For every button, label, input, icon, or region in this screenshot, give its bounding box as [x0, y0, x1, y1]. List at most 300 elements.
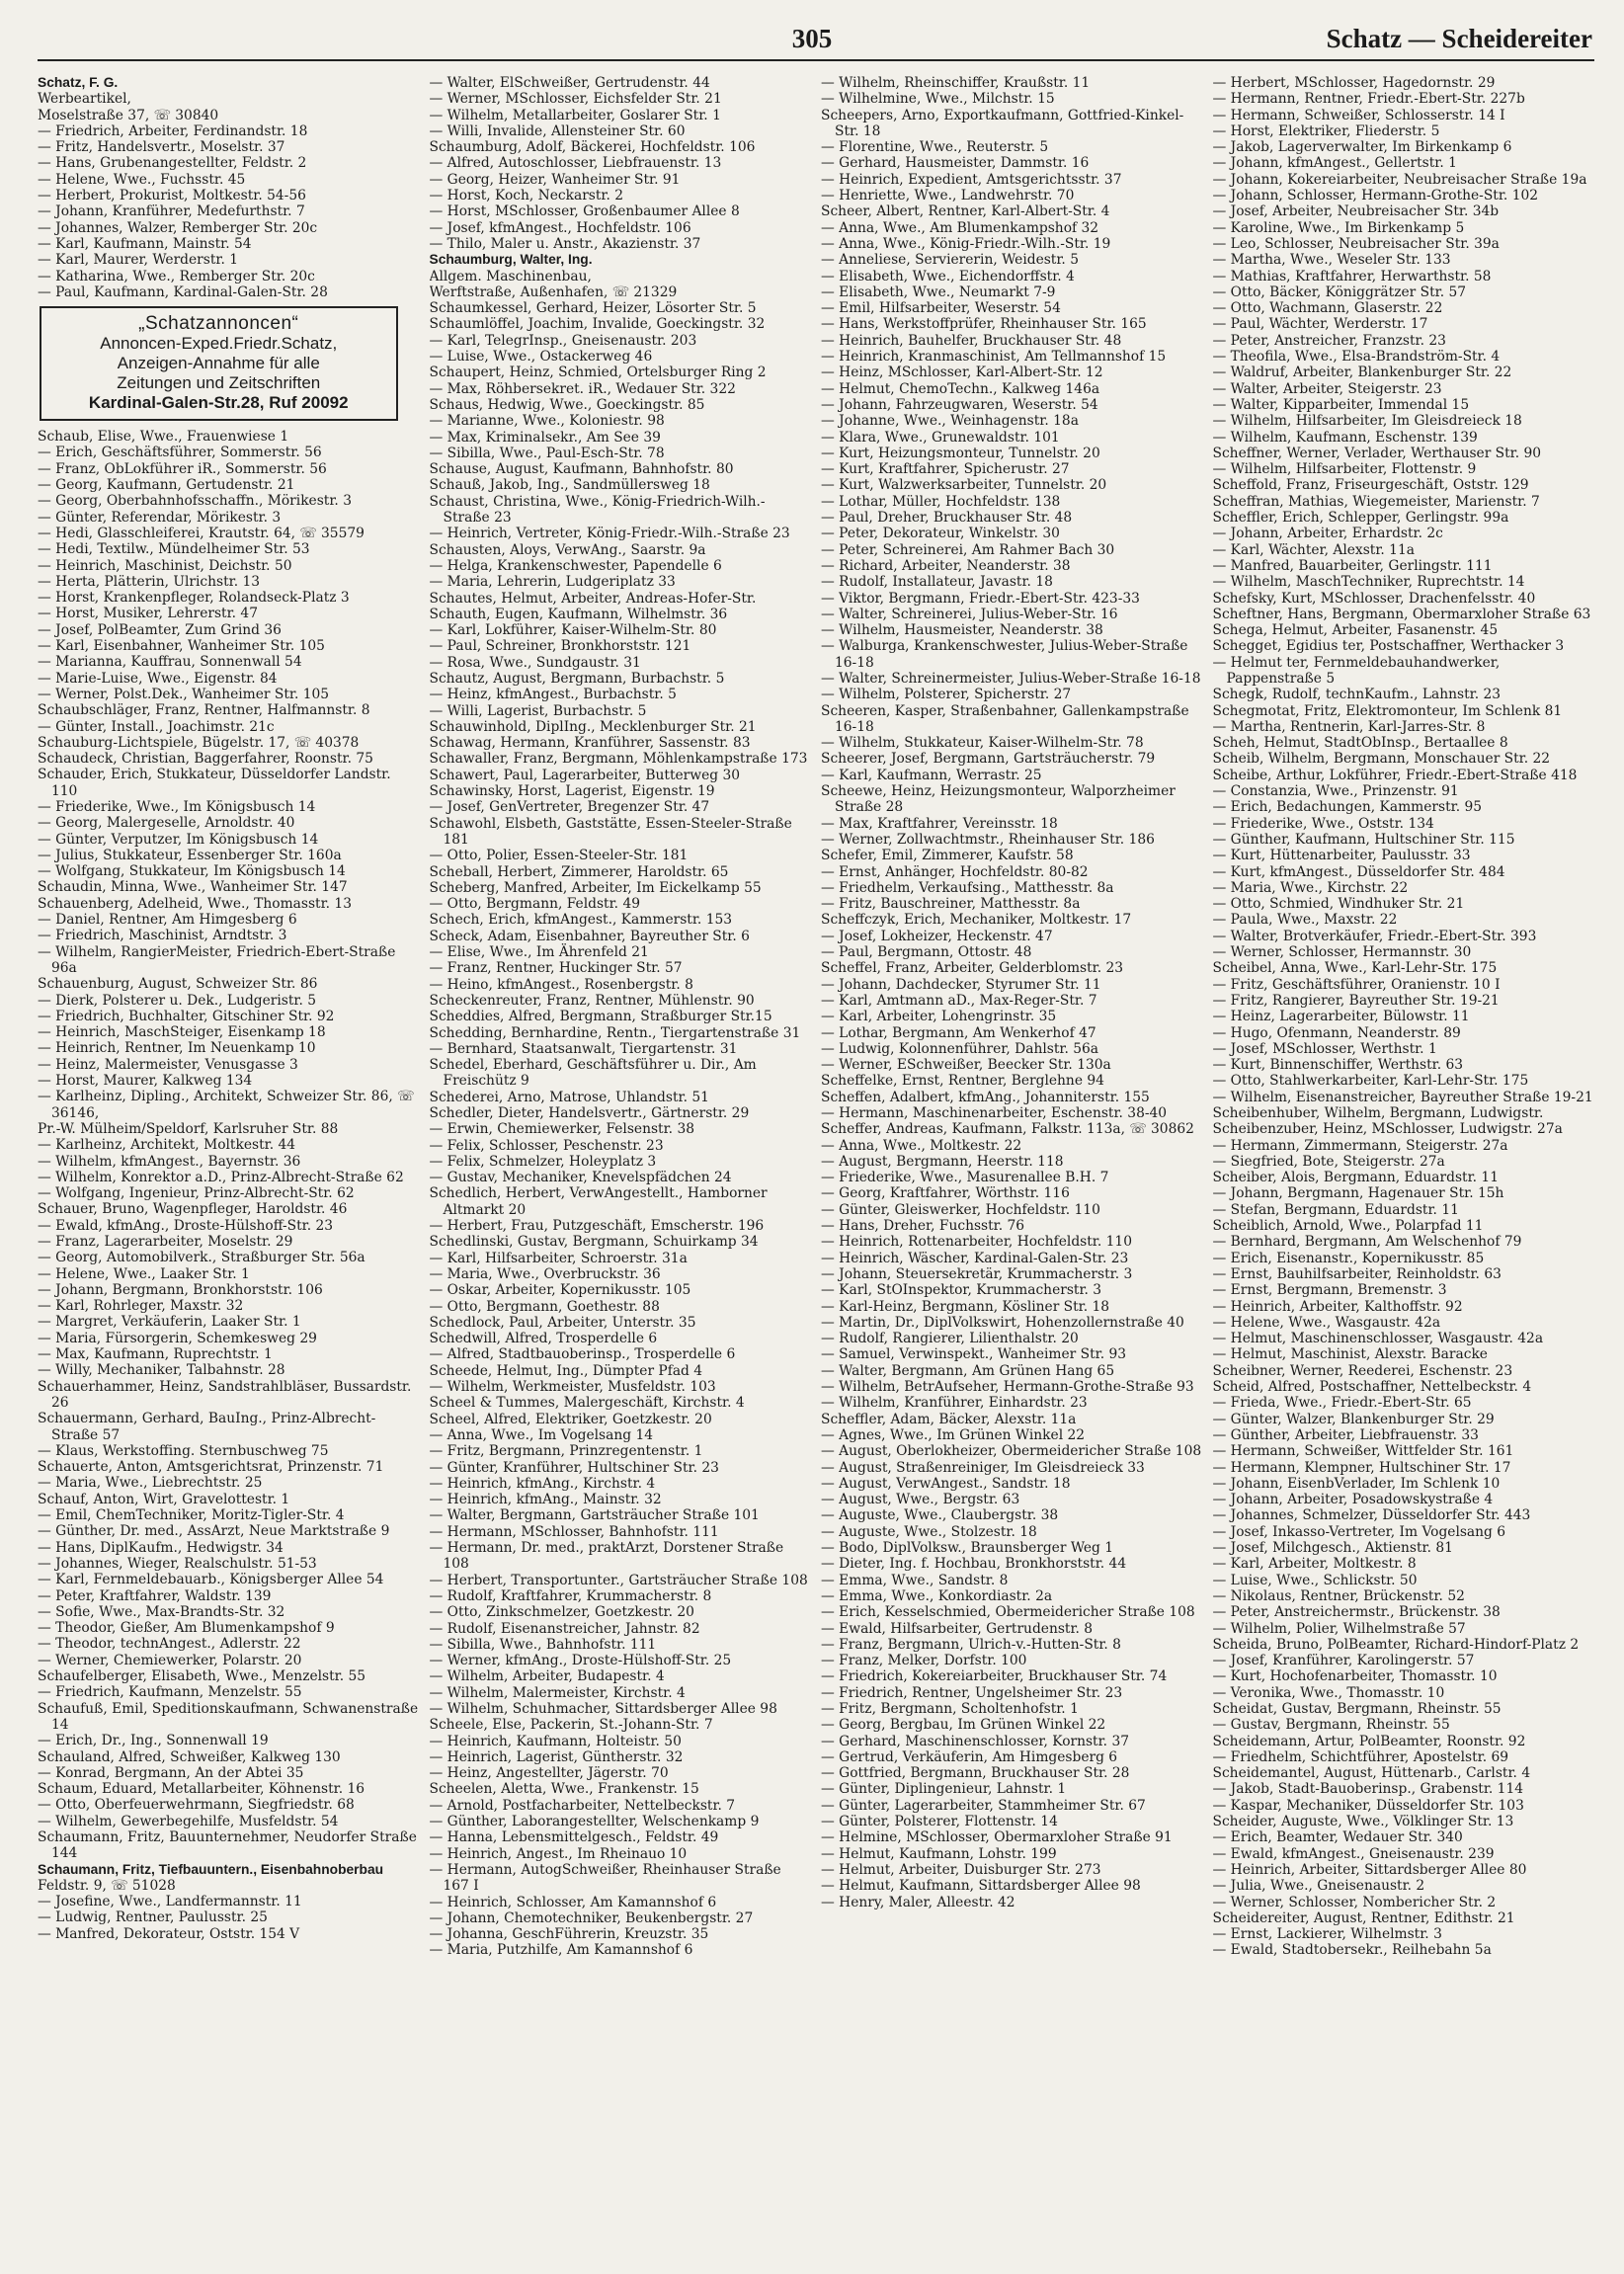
directory-entry: Scheewe, Heinz, Heizungsmonteur, Walporzheimer Straße 28 — [821, 783, 1176, 816]
directory-entry: Schaudeck, Christian, Baggerfahrer, Roonstr. 75 — [38, 751, 373, 768]
directory-entry: — Josef, kfmAngest., Hochfeldstr. 106 — [429, 219, 691, 236]
directory-entry: Schedlich, Herbert, VerwAngestellt., Hamborner Altmarkt 20 — [429, 1185, 768, 1218]
directory-entry: — Günter, Verputzer, Im Königsbusch 14 — [38, 831, 319, 848]
directory-entry: — Bodo, DiplVolksw., Braunsberger Weg 1 — [821, 1540, 1114, 1557]
directory-entry: — Fritz, Bergmann, Prinzregentenstr. 1 — [429, 1443, 703, 1460]
directory-entry: — Friedhelm, Schichtführer, Apostelstr. 69 — [1212, 1748, 1509, 1765]
directory-entry: — Karl, Wächter, Alexstr. 11a — [1212, 541, 1415, 558]
directory-entry: — Katharina, Wwe., Remberger Str. 20c — [38, 268, 315, 284]
directory-entry: — Oskar, Arbeiter, Kopernikusstr. 105 — [429, 1282, 691, 1299]
directory-entry: — Hans, DiplKaufm., Hedwigstr. 34 — [38, 1539, 284, 1556]
directory-entry: — Heinrich, MaschSteiger, Eisenkamp 18 — [38, 1024, 326, 1041]
directory-entry: — Friedrich, Rentner, Ungelsheimer Str. 23 — [821, 1684, 1123, 1701]
directory-entry: — Kaspar, Mechaniker, Düsseldorfer Str. 103 — [1212, 1797, 1524, 1814]
directory-entry: — Werner, Schlosser, Nombericher Str. 2 — [1212, 1894, 1497, 1910]
directory-entry: — Gottfried, Bergmann, Bruckhauser Str. 28 — [821, 1765, 1130, 1782]
directory-entry: Schauburg-Lichtspiele, Bügelstr. 17, ☏ 40378 — [38, 734, 360, 751]
directory-entry: — Johann, Steuersekretär, Krummacherstr. 3 — [821, 1265, 1133, 1282]
directory-entry: — Elise, Wwe., Im Ährenfeld 21 — [429, 944, 649, 961]
directory-entry: — Ewald, kfmAng., Droste-Hülshoff-Str. 23 — [38, 1217, 334, 1234]
directory-entry: Schega, Helmut, Arbeiter, Fasanenstr. 45 — [1212, 622, 1499, 639]
directory-entry: Scheidat, Gustav, Bergmann, Rheinstr. 55 — [1212, 1700, 1502, 1717]
directory-entry: — Peter, Anstreichermstr., Brückenstr. 38 — [1212, 1604, 1501, 1621]
directory-entry: Schedwill, Alfred, Trosperdelle 6 — [429, 1331, 658, 1347]
directory-entry: — Johann, Arbeiter, Erhardstr. 2c — [1212, 526, 1443, 542]
directory-entry: — Helmut, Kaufmann, Lohstr. 199 — [821, 1845, 1057, 1862]
column-4 — [1213, 75, 1595, 2260]
directory-entry: Schedler, Dieter, Handelsvertr., Gärtnerstr. 29 — [429, 1105, 750, 1121]
directory-entry: — Helmut, Kaufmann, Sittardsberger Allee 98 — [821, 1878, 1141, 1895]
directory-entry: Scheibel, Anna, Wwe., Karl-Lehr-Str. 175 — [1212, 960, 1498, 977]
directory-entry: — Josef, Milchgesch., Aktienstr. 81 — [1212, 1540, 1453, 1557]
directory-entry: Scheftner, Hans, Bergmann, Obermarxloher Straße 63 — [1212, 606, 1591, 622]
directory-entry: — Alfred, Stadtbauoberinsp., Trosperdelle 6 — [429, 1346, 736, 1363]
directory-entry: — Rudolf, Installateur, Javastr. 18 — [821, 574, 1053, 591]
directory-entry: — Friedhelm, Verkaufsing., Matthesstr. 8a — [821, 879, 1114, 896]
directory-entry: — Hermann, Maschinenarbeiter, Eschenstr. 38-40 — [821, 1105, 1168, 1121]
directory-entry: — Heinrich, Rentner, Im Neuenkamp 10 — [38, 1040, 316, 1057]
directory-entry: — Wilhelm, Schuhmacher, Sittardsberger Allee 98 — [429, 1700, 777, 1717]
directory-entry: — Johann, Fahrzeugwaren, Weserstr. 54 — [821, 396, 1098, 413]
directory-entry: — Erich, Eisenanstr., Kopernikusstr. 85 — [1212, 1250, 1485, 1266]
directory-entry: — Herbert, Prokurist, Moltkestr. 54-56 — [38, 188, 306, 204]
directory-entry: — Kurt, Heizungsmonteur, Tunnelstr. 20 — [821, 445, 1100, 461]
directory-entry: — Otto, Wachmann, Glaserstr. 22 — [1212, 300, 1443, 317]
directory-entry: Scheer, Albert, Rentner, Karl-Albert-Str. 4 — [821, 203, 1110, 220]
directory-entry: — Otto, Bergmann, Goethestr. 88 — [429, 1298, 660, 1315]
directory-entry: — Wilhelm, Metallarbeiter, Goslarer Str. 1 — [429, 107, 721, 123]
directory-entry: Scheiblich, Arnold, Wwe., Polarpfad 11 — [1212, 1218, 1484, 1235]
directory-entry: — Heinrich, kfmAng., Mainstr. 32 — [429, 1492, 662, 1508]
directory-entry: Schaumburg, Walter, Ing. — [429, 252, 593, 268]
directory-entry: Schauf, Anton, Wirt, Gravelottestr. 1 — [38, 1491, 290, 1507]
directory-entry: — Wilhelm, Eisenanstreicher, Bayreuther Straße 19-21 — [1212, 1089, 1593, 1105]
directory-entry: Scheffran, Mathias, Wiegemeister, Marienstr. 7 — [1212, 493, 1540, 510]
directory-entry: — Erich, Bedachungen, Kammerstr. 95 — [1212, 799, 1483, 816]
directory-entry: Schaumann, Fritz, Bauunternehmer, Neudorfer Straße 144 — [38, 1828, 417, 1862]
directory-entry: Schaufelberger, Elisabeth, Wwe., Menzelstr. 55 — [38, 1668, 366, 1685]
directory-entry: — Gustav, Mechaniker, Knevelspfädchen 24 — [429, 1170, 732, 1186]
directory-entry: — Johannes, Walzer, Remberger Str. 20c — [38, 219, 318, 236]
directory-entry: — Friedrich, Kaufmann, Menzelstr. 55 — [38, 1684, 302, 1701]
directory-entry: — Stefan, Bergmann, Eduardstr. 11 — [1212, 1201, 1459, 1218]
directory-entry: — Karlheinz, Architekt, Moltkestr. 44 — [38, 1137, 296, 1154]
directory-entry: Scheddies, Alfred, Bergmann, Straßburger Str.15 — [429, 1009, 772, 1025]
directory-entry: Schefsky, Kurt, MSchlosser, Drachenfelsstr. 40 — [1212, 590, 1536, 607]
directory-entry: — Heinrich, Lagerist, Güntherstr. 32 — [429, 1748, 684, 1765]
directory-entry: Schauer, Bruno, Wagenpfleger, Haroldstr. 46 — [38, 1201, 348, 1218]
directory-entry: — Wilhelm, MaschTechniker, Ruprechtstr. 14 — [1212, 574, 1525, 591]
directory-entry: Scheffel, Franz, Arbeiter, Gelderblomstr. 23 — [821, 960, 1124, 977]
directory-entry: — Marianna, Kauffrau, Sonnenwall 54 — [38, 654, 302, 671]
directory-entry: — Walter, Schreinerei, Julius-Weber-Str. 16 — [821, 606, 1118, 622]
directory-entry: — August, Oberlokheizer, Obermeidericher Straße 108 — [821, 1443, 1202, 1460]
directory-entry: — Werner, MSchlosser, Eichsfelder Str. 21 — [429, 91, 722, 108]
directory-entry: — Fritz, Bauschreiner, Matthesstr. 8a — [821, 896, 1081, 913]
directory-entry: — Horst, Koch, Neckarstr. 2 — [429, 188, 624, 204]
directory-entry: — Kurt, Kraftfahrer, Spicherustr. 27 — [821, 461, 1070, 478]
directory-entry: — Viktor, Bergmann, Friedr.-Ebert-Str. 423-33 — [821, 590, 1140, 607]
directory-entry: — Günter, Install., Joachimstr. 21c — [38, 718, 275, 735]
directory-entry: — Lothar, Müller, Hochfeldstr. 138 — [821, 493, 1061, 510]
directory-entry: Schaust, Christina, Wwe., König-Friedrich-Wilh.-Straße 23 — [429, 493, 766, 527]
directory-entry: Scheffelke, Ernst, Rentner, Berglehne 94 — [821, 1073, 1104, 1090]
directory-entry: — Bernhard, Bergmann, Am Welschenhof 79 — [1212, 1234, 1522, 1251]
directory-entry: Schedding, Bernhardine, Rentn., Tiergartenstraße 31 — [429, 1024, 801, 1041]
directory-entry: — Horst, Musiker, Lehrerstr. 47 — [38, 606, 258, 622]
directory-entry: Werftstraße, Außenhafen, ☏ 21329 — [429, 284, 678, 300]
directory-entry: — Ewald, Stadtobersekr., Reilhebahn 5a — [1212, 1942, 1492, 1959]
directory-entry: — Günter, Kranführer, Hultschiner Str. 23 — [429, 1459, 719, 1476]
directory-entry: — Walter, Arbeiter, Steigerstr. 23 — [1212, 380, 1442, 397]
directory-entry: — Karl, StOInspektor, Krummacherstr. 3 — [821, 1282, 1102, 1299]
directory-entry: — Wilhelm, Polier, Wilhelmstraße 57 — [1212, 1620, 1466, 1637]
directory-entry: — Wilhelm, kfmAngest., Bayernstr. 36 — [38, 1153, 301, 1170]
directory-entry: — Konrad, Bergmann, An der Abtei 35 — [38, 1764, 304, 1781]
directory-entry: — Karl-Heinz, Bergmann, Kösliner Str. 18 — [821, 1298, 1110, 1315]
directory-entry: — Karl, Hilfsarbeiter, Schroerstr. 31a — [429, 1250, 688, 1266]
directory-entry: — Johannes, Wieger, Realschulstr. 51-53 — [38, 1555, 317, 1572]
column-2 — [430, 75, 812, 2260]
directory-entry: Schawert, Paul, Lagerarbeiter, Butterweg 30 — [429, 767, 741, 783]
directory-entry: — Martha, Rentnerin, Karl-Jarres-Str. 8 — [1212, 718, 1486, 735]
directory-entry: — Herta, Plätterin, Ulrichstr. 13 — [38, 573, 261, 590]
directory-entry: — Wilhelm, Kranführer, Einhardstr. 23 — [821, 1395, 1088, 1412]
directory-entry: — Kurt, Walzwerksarbeiter, Tunnelstr. 20 — [821, 477, 1107, 494]
directory-entry: — Heinrich, Schlosser, Am Kamannshof 6 — [429, 1894, 717, 1910]
directory-entry: — Hermann, Klempner, Hultschiner Str. 17 — [1212, 1459, 1511, 1476]
directory-entry: Scheidemantel, August, Hüttenarb., Carlstr. 4 — [1212, 1765, 1531, 1782]
directory-entry: Allgem. Maschinenbau, — [429, 268, 592, 284]
directory-entry: — Paul, Wächter, Werderstr. 17 — [1212, 316, 1428, 333]
directory-entry: — Hermann, Schweißer, Wittfelder Str. 161 — [1212, 1443, 1514, 1460]
ad-line-2: Anzeigen-Annahme für alle — [117, 354, 320, 373]
directory-entry: — Otto, Polier, Essen-Steeler-Str. 181 — [429, 848, 689, 864]
ad-line-4: Kardinal-Galen-Str.28, Ruf 20092 — [88, 393, 349, 413]
directory-entry: — Luise, Wwe., Ostackerweg 46 — [429, 349, 653, 365]
column-1 — [38, 75, 420, 2260]
directory-entry: — Auguste, Wwe., Stolzestr. 18 — [821, 1523, 1037, 1540]
directory-entry: — Felix, Schlosser, Peschenstr. 23 — [429, 1137, 664, 1154]
directory-entry: — Erich, Kesselschmied, Obermeidericher Straße 108 — [821, 1604, 1195, 1621]
directory-entry: Schautz, August, Bergmann, Burbachstr. 5 — [429, 670, 725, 687]
directory-entry: — Friedrich, Kokereiarbeiter, Bruckhauser Str. 74 — [821, 1668, 1168, 1685]
directory-entry: — Friederike, Wwe., Masurenallee B.H. 7 — [821, 1170, 1109, 1186]
directory-entry: — Karlheinz, Dipling., Architekt, Schweizer Str. 86, ☏ 36146, — [38, 1089, 415, 1121]
ad-title: „Schatzannoncen“ — [138, 313, 299, 335]
directory-entry: — Walter, Brotverkäufer, Friedr.-Ebert-Str. 393 — [1212, 928, 1537, 944]
directory-entry: Scheffner, Werner, Verlader, Werthauser Str. 90 — [1212, 445, 1542, 461]
directory-entry: — Fritz, Handelsvertr., Moselstr. 37 — [38, 139, 285, 156]
directory-entry: Scheh, Helmut, StadtObInsp., Bertaallee 8 — [1212, 735, 1508, 752]
directory-entry: — Otto, Zinkschmelzer, Goetzkestr. 20 — [429, 1604, 694, 1621]
directory-entry: — Erwin, Chemiewerker, Felsenstr. 38 — [429, 1121, 694, 1138]
directory-entry: Schaufuß, Emil, Speditionskaufmann, Schwanenstraße 14 — [38, 1700, 419, 1733]
directory-entry: Schefer, Emil, Zimmerer, Kaufstr. 58 — [821, 848, 1074, 864]
directory-entry: — Samuel, Verwinspekt., Wanheimer Str. 93 — [821, 1346, 1127, 1363]
directory-entry: — Johann, Arbeiter, Posadowskystraße 4 — [1212, 1492, 1494, 1508]
directory-entry: — Josef, GenVertreter, Bregenzer Str. 47 — [429, 799, 710, 816]
directory-entry: — Max, Kaufmann, Ruprechtstr. 1 — [38, 1346, 273, 1363]
directory-entry: — Elisabeth, Wwe., Neumarkt 7-9 — [821, 284, 1056, 300]
directory-entry: Schaubschläger, Franz, Rentner, Halfmannstr. 8 — [38, 702, 370, 719]
directory-entry: — Ernst, Bergmann, Bremenstr. 3 — [1212, 1282, 1447, 1299]
directory-entry: — Karl, TelegrInsp., Gneisenaustr. 203 — [429, 332, 697, 349]
directory-entry: — Anna, Wwe., Am Blumenkampshof 32 — [821, 219, 1099, 236]
directory-entry: — Manfred, Bauarbeiter, Gerlingstr. 111 — [1212, 557, 1493, 574]
directory-entry: — Karl, Arbeiter, Moltkestr. 8 — [1212, 1556, 1417, 1573]
directory-entry: — Josefine, Wwe., Landfermannstr. 11 — [38, 1894, 302, 1910]
directory-entry: — Ludwig, Kolonnenführer, Dahlstr. 56a — [821, 1040, 1099, 1057]
directory-entry: Scheider, Auguste, Wwe., Völklinger Str. 13 — [1212, 1814, 1514, 1830]
directory-entry: Scheerer, Josef, Bergmann, Gartsträucherstr. 79 — [821, 751, 1156, 768]
directory-entry: Scheel & Tummes, Malergeschäft, Kirchstr. 4 — [429, 1395, 745, 1412]
directory-entry: — Max, Röhbersekret. iR., Wedauer Str. 322 — [429, 380, 736, 397]
directory-entry: Schech, Erich, kfmAngest., Kammerstr. 153 — [429, 912, 733, 929]
directory-entry: — Johanna, GeschFührerin, Kreuzstr. 35 — [429, 1926, 709, 1943]
directory-entry: Schawohl, Elsbeth, Gaststätte, Essen-Steeler-Straße 181 — [429, 815, 792, 848]
directory-entry: — Martha, Wwe., Weseler Str. 133 — [1212, 252, 1451, 269]
directory-entry: — Sibilla, Wwe., Bahnhofstr. 111 — [429, 1636, 657, 1653]
directory-entry: — August, Straßenreiniger, Im Gleisdreieck 33 — [821, 1459, 1145, 1476]
directory-entry: — Wilhelm, Malermeister, Kirchstr. 4 — [429, 1684, 686, 1701]
directory-entry: — Willy, Mechaniker, Talbahnstr. 28 — [38, 1362, 285, 1379]
directory-entry: — Johann, Bergmann, Bronkhorststr. 106 — [38, 1281, 323, 1298]
directory-entry: Schause, August, Kaufmann, Bahnhofstr. 80 — [429, 461, 734, 478]
directory-entry: — Günter, Walzer, Blankenburger Str. 29 — [1212, 1411, 1495, 1427]
directory-entry: — Ernst, Bauhilfsarbeiter, Reinholdstr. 63 — [1212, 1265, 1502, 1282]
directory-entry: — Otto, Oberfeuerwehrmann, Siegfriedstr. 68 — [38, 1797, 355, 1814]
directory-entry: — Leo, Schlosser, Neubreisacher Str. 39a — [1212, 235, 1500, 252]
directory-entry: Schaupert, Heinz, Schmied, Ortelsburger Ring 2 — [429, 365, 767, 381]
directory-entry: — Georg, Heizer, Wanheimer Str. 91 — [429, 171, 681, 188]
directory-entry: — Johanne, Wwe., Weinhagenstr. 18a — [821, 413, 1079, 430]
directory-entry: Feldstr. 9, ☏ 51028 — [38, 1877, 176, 1894]
directory-entry: Schaub, Elise, Wwe., Frauenwiese 1 — [38, 429, 289, 446]
directory-entry: Scheelen, Aletta, Wwe., Frankenstr. 15 — [429, 1781, 699, 1798]
directory-entry: Scheibenzuber, Heinz, MSchlosser, Ludwigstr. 27a — [1212, 1121, 1563, 1138]
directory-entry: — Walter, ElSchweißer, Gertrudenstr. 44 — [429, 75, 710, 91]
directory-entry: — Maria, Wwe., Overbruckstr. 36 — [429, 1265, 661, 1282]
column-1-entries-bottom — [38, 429, 420, 1942]
directory-entry: Scheeren, Kasper, Straßenbahner, Gallenkampstraße 16-18 — [821, 702, 1189, 735]
page-number: 305 — [791, 24, 833, 53]
directory-entry: Scheibenhuber, Wilhelm, Bergmann, Ludwigstr. — [1212, 1105, 1544, 1121]
directory-entry: — Franz, Melker, Dorfstr. 100 — [821, 1653, 1027, 1669]
directory-entry: — Sofie, Wwe., Max-Brandts-Str. 32 — [38, 1603, 285, 1620]
directory-entry: — Hermann, AutogSchweißer, Rheinhauser Straße 167 I — [429, 1861, 781, 1895]
directory-entry: Scheida, Bruno, PolBeamter, Richard-Hindorf-Platz 2 — [1212, 1636, 1580, 1653]
directory-entry: — Hermann, MSchlosser, Bahnhofstr. 111 — [429, 1523, 719, 1540]
directory-entry: — Frieda, Wwe., Friedr.-Ebert-Str. 65 — [1212, 1395, 1472, 1412]
directory-entry: — Hanna, Lebensmittelgesch., Feldstr. 49 — [429, 1829, 719, 1846]
directory-entry: — Horst, Elektriker, Fliederstr. 5 — [1212, 122, 1440, 139]
directory-entry: — Otto, Bergmann, Feldstr. 49 — [429, 896, 641, 913]
directory-entry: — Fritz, Rangierer, Bayreuther Str. 19-21 — [1212, 992, 1500, 1009]
directory-entry: — Kurt, Binnenschiffer, Werthstr. 63 — [1212, 1057, 1464, 1074]
directory-entry: — Johann, EisenbVerlader, Im Schlenk 10 — [1212, 1475, 1501, 1492]
directory-entry: — Gustav, Bergmann, Rheinstr. 55 — [1212, 1717, 1450, 1734]
directory-entry: — Kurt, kfmAngest., Düsseldorfer Str. 484 — [1212, 863, 1505, 880]
directory-entry: — Helene, Wwe., Wasgaustr. 42a — [1212, 1314, 1441, 1331]
directory-entry: — Emil, Hilfsarbeiter, Weserstr. 54 — [821, 300, 1061, 317]
directory-entry: — Johannes, Schmelzer, Düsseldorfer Str. 443 — [1212, 1507, 1531, 1524]
directory-entry: — Luise, Wwe., Schlickstr. 50 — [1212, 1572, 1418, 1588]
directory-entry: Schawaller, Franz, Bergmann, Möhlenkampstraße 173 — [429, 751, 808, 768]
directory-entry: — Wilhelm, BetrAufseher, Hermann-Grothe-Straße 93 — [821, 1379, 1194, 1396]
directory-entry: — Friedrich, Maschinist, Arndtstr. 3 — [38, 928, 287, 944]
directory-entry: Werbeartikel, — [38, 91, 131, 108]
directory-entry: — Jakob, Stadt-Bauoberinsp., Grabenstr. 114 — [1212, 1781, 1524, 1798]
directory-entry: — Josef, MSchlosser, Werthstr. 1 — [1212, 1040, 1437, 1057]
directory-entry: — Johann, Schlosser, Hermann-Grothe-Str. 102 — [1212, 188, 1539, 204]
directory-entry: — Paul, Kaufmann, Kardinal-Galen-Str. 28 — [38, 284, 328, 300]
directory-entry: — Henriette, Wwe., Landwehrstr. 70 — [821, 188, 1075, 204]
directory-entry: — Wilhelm, RangierMeister, Friedrich-Ebert-Straße 96a — [38, 943, 396, 976]
directory-entry: — Wilhelm, Hausmeister, Neanderstr. 38 — [821, 622, 1103, 639]
directory-entry: Schauenberg, Adelheid, Wwe., Thomasstr. 13 — [38, 895, 352, 912]
directory-entry: — Thilo, Maler u. Anstr., Akazienstr. 37 — [429, 235, 701, 252]
directory-entry: — Constanzia, Wwe., Prinzenstr. 91 — [1212, 783, 1459, 800]
directory-entry: Schegk, Rudolf, technKaufm., Lahnstr. 23 — [1212, 687, 1502, 703]
directory-entry: — Günter, Referendar, Mörikestr. 3 — [38, 509, 282, 526]
directory-entry: — Paul, Bergmann, Ottostr. 48 — [821, 944, 1032, 961]
directory-entry: Schaudin, Minna, Wwe., Wanheimer Str. 147 — [38, 879, 348, 896]
directory-entry: — Emma, Wwe., Sandstr. 8 — [821, 1572, 1009, 1588]
directory-entry: — Anna, Wwe., König-Friedr.-Wilh.-Str. 19 — [821, 235, 1111, 252]
directory-entry: — Johann, Kokereiarbeiter, Neubreisacher Straße 19a — [1212, 171, 1587, 188]
directory-entry: — Günter, Diplingenieur, Lahnstr. 1 — [821, 1781, 1067, 1798]
directory-entry: — Werner, ESchweißer, Beecker Str. 130a — [821, 1057, 1111, 1074]
directory-entry: — Ernst, Lackierer, Wilhelmstr. 3 — [1212, 1926, 1442, 1943]
directory-entry: — Martin, Dr., DiplVolkswirt, Hohenzollernstraße 40 — [821, 1314, 1184, 1331]
directory-entry: — Arnold, Postfacharbeiter, Nettelbeckstr. 7 — [429, 1797, 736, 1814]
directory-entry: — Karoline, Wwe., Im Birkenkamp 5 — [1212, 219, 1465, 236]
directory-entry: — Heinrich, Arbeiter, Kalthoffstr. 92 — [1212, 1298, 1463, 1315]
directory-entry: — Johann, Chemotechniker, Beukenbergstr. 27 — [429, 1909, 754, 1926]
directory-entry: — Veronika, Wwe., Thomasstr. 10 — [1212, 1684, 1445, 1701]
directory-entry: — Karl, Kaufmann, Mainstr. 54 — [38, 235, 252, 252]
directory-entry: — Wilhelm, Arbeiter, Budapestr. 4 — [429, 1668, 665, 1685]
directory-entry: — Werner, Zollwachtmstr., Rheinhauser Str. 186 — [821, 831, 1155, 848]
directory-entry: Scheepers, Arno, Exportkaufmann, Gottfried-Kinkel-Str. 18 — [821, 107, 1184, 139]
directory-entry: — Karl, Fernmeldebauarb., Königsberger Allee 54 — [38, 1572, 384, 1588]
directory-entry: — Georg, Kaufmann, Gertudenstr. 21 — [38, 477, 295, 494]
directory-entry: — Helmine, MSchlosser, Obermarxloher Straße 91 — [821, 1829, 1173, 1846]
directory-entry: — Heinz, Angestellter, Jägerstr. 70 — [429, 1765, 669, 1782]
directory-entry: — Ernst, Anhänger, Hochfeldstr. 80-82 — [821, 863, 1089, 880]
directory-entry: Schauerhammer, Heinz, Sandstrahlbläser, Bussardstr. 26 — [38, 1378, 412, 1411]
directory-entry: — Wolfgang, Stukkateur, Im Königsbusch 14 — [38, 863, 346, 880]
running-head: Schatz — Scheidereiter — [1326, 24, 1592, 53]
directory-entry: — Herbert, Transportunter., Gartsträucher Straße 108 — [429, 1572, 808, 1588]
directory-entry: — Agnes, Wwe., Im Grünen Winkel 22 — [821, 1426, 1086, 1443]
directory-entry: Scheibe, Arthur, Lokführer, Friedr.-Ebert-Straße 418 — [1212, 767, 1578, 783]
directory-entry: — Herbert, Frau, Putzgeschäft, Emscherstr. 196 — [429, 1218, 765, 1235]
directory-entry: — August, VerwAngest., Sandstr. 18 — [821, 1475, 1071, 1492]
directory-entry: — Georg, Kraftfahrer, Wörthstr. 116 — [821, 1185, 1070, 1202]
directory-entry: — Gerhard, Maschinenschlosser, Kornstr. 37 — [821, 1733, 1130, 1749]
directory-entry: — Karl, Rohrleger, Maxstr. 32 — [38, 1298, 244, 1315]
directory-entry: — Heinrich, Bauhelfer, Bruckhauser Str. 48 — [821, 332, 1122, 349]
directory-entry: Schauß, Jakob, Ing., Sandmüllersweg 18 — [429, 477, 710, 494]
directory-entry: — Florentine, Wwe., Reuterstr. 5 — [821, 139, 1049, 156]
directory-entry: — Heinz, Lagerarbeiter, Bülowstr. 11 — [1212, 1009, 1470, 1025]
directory-entry: — Dierk, Polsterer u. Dek., Ludgeristr. 5 — [38, 992, 317, 1009]
directory-entry: Pr.-W. Mülheim/Speldorf, Karlsruher Str. 88 — [38, 1120, 339, 1137]
directory-entry: Schegmotat, Fritz, Elektromonteur, Im Schlenk 81 — [1212, 702, 1563, 719]
directory-entry: Scheffer, Andreas, Kaufmann, Falkstr. 113a, ☏ 30862 — [821, 1121, 1194, 1138]
directory-entry: — Walter, Bergmann, Gartsträucher Straße 101 — [429, 1507, 760, 1524]
directory-entry: — Wilhelm, Konrektor a.D., Prinz-Albrecht-Straße 62 — [38, 1169, 404, 1185]
directory-entry: — Maria, Lehrerin, Ludgeriplatz 33 — [429, 574, 676, 591]
directory-entry: — Heino, kfmAngest., Rosenbergstr. 8 — [429, 976, 693, 993]
directory-entry: — Günter, Gleiswerker, Hochfeldstr. 110 — [821, 1201, 1100, 1218]
directory-entry: — Werner, kfmAng., Droste-Hülshoff-Str. 25 — [429, 1653, 732, 1669]
directory-entry: Scheid, Alfred, Postschaffner, Nettelbeckstr. 4 — [1212, 1379, 1532, 1396]
directory-entry: — Anneliese, Serviererin, Weidestr. 5 — [821, 252, 1079, 269]
directory-entry: — Wilhelm, Stukkateur, Kaiser-Wilhelm-Str. 78 — [821, 735, 1144, 752]
directory-entry: — Fritz, Geschäftsführer, Oranienstr. 10 I — [1212, 976, 1501, 993]
directory-entry: — Karl, Maurer, Werderstr. 1 — [38, 252, 239, 269]
directory-entry: — Jakob, Lagerverwalter, Im Birkenkamp 6 — [1212, 139, 1512, 156]
directory-entry: — Josef, PolBeamter, Zum Grind 36 — [38, 621, 282, 638]
directory-entry: — Hans, Grubenangestellter, Feldstr. 2 — [38, 155, 307, 172]
directory-entry: — Friedrich, Arbeiter, Ferdinandstr. 18 — [38, 122, 308, 139]
directory-entry: — Friederike, Wwe., Oststr. 134 — [1212, 815, 1434, 832]
directory-entry: — Hugo, Ofenmann, Neanderstr. 89 — [1212, 1024, 1461, 1041]
directory-entry: Schauland, Alfred, Schweißer, Kalkweg 130 — [38, 1748, 341, 1765]
directory-entry: — Auguste, Wwe., Claubergstr. 38 — [821, 1507, 1059, 1524]
ad-line-1: Annoncen-Exped.Friedr.Schatz, — [100, 334, 338, 354]
directory-entry: — Friedrich, Buchhalter, Gitschiner Str. 92 — [38, 1008, 335, 1024]
directory-entry: — Otto, Stahlwerkarbeiter, Karl-Lehr-Str. 175 — [1212, 1073, 1529, 1090]
directory-entry: Scheffler, Adam, Bäcker, Alexstr. 11a — [821, 1411, 1077, 1427]
directory-entry: — Gerhard, Hausmeister, Dammstr. 16 — [821, 155, 1090, 172]
directory-entry: — Helene, Wwe., Laaker Str. 1 — [38, 1265, 250, 1282]
directory-entry: — Helmut, Maschinenschlosser, Wasgaustr. 42a — [1212, 1331, 1544, 1347]
directory-entry: — Anna, Wwe., Moltkestr. 22 — [821, 1137, 1022, 1154]
directory-entry: — Helmut, Maschinist, Alexstr. Baracke — [1212, 1346, 1488, 1363]
directory-entry: — Georg, Bergbau, Im Grünen Winkel 22 — [821, 1717, 1106, 1734]
directory-entry: — Julius, Stukkateur, Essenberger Str. 160a — [38, 847, 342, 863]
directory-entry: — Helmut, ChemoTechn., Kalkweg 146a — [821, 380, 1100, 397]
directory-entry: — Willi, Lagerist, Burbachstr. 5 — [429, 702, 647, 719]
directory-entry: — Wolfgang, Ingenieur, Prinz-Albrecht-Str. 62 — [38, 1185, 355, 1202]
directory-entry: — Heinz, kfmAngest., Burbachstr. 5 — [429, 687, 677, 703]
directory-entry: Scheckenreuter, Franz, Rentner, Mühlenstr. 90 — [429, 992, 755, 1009]
directory-entry: — Karl, Kaufmann, Werrastr. 25 — [821, 767, 1042, 783]
directory-entry: — Walburga, Krankenschwester, Julius-Weber-Straße 16-18 — [821, 638, 1188, 671]
directory-entry: — Hedi, Glasschleiferei, Krautstr. 64, ☏ 35579 — [38, 525, 365, 541]
directory-entry: — Richard, Arbeiter, Neanderstr. 38 — [821, 557, 1071, 574]
directory-entry: — Horst, Maurer, Kalkweg 134 — [38, 1073, 253, 1090]
directory-entry: Schauenburg, August, Schweizer Str. 86 — [38, 976, 318, 993]
directory-entry: — Werner, Schlosser, Hermannstr. 30 — [1212, 944, 1472, 961]
column-3 — [821, 75, 1203, 2260]
directory-entry: — Ewald, Hilfsarbeiter, Gertrudenstr. 8 — [821, 1620, 1094, 1637]
directory-entry: — Wilhelm, Rheinschiffer, Kraußstr. 11 — [821, 75, 1091, 91]
directory-entry: — Helmut, Arbeiter, Duisburger Str. 273 — [821, 1861, 1101, 1878]
directory-entry: — Heinrich, Vertreter, König-Friedr.-Wilh.-Straße 23 — [429, 526, 790, 542]
directory-entry: — Heinrich, Angest., Im Rheinauo 10 — [429, 1845, 688, 1862]
directory-entry: — Felix, Schmelzer, Holeyplatz 3 — [429, 1153, 657, 1170]
directory-entry: — Werner, Chemiewerker, Polarstr. 20 — [38, 1652, 302, 1668]
directory-entry: — Günther, Dr. med., AssArzt, Neue Marktstraße 9 — [38, 1523, 390, 1540]
directory-entry: — Johann, kfmAngest., Gellertstr. 1 — [1212, 155, 1457, 172]
directory-entry: — Ewald, kfmAngest., Gneisenaustr. 239 — [1212, 1845, 1495, 1862]
directory-entry: — Fritz, Bergmann, Scholtenhofstr. 1 — [821, 1700, 1079, 1717]
